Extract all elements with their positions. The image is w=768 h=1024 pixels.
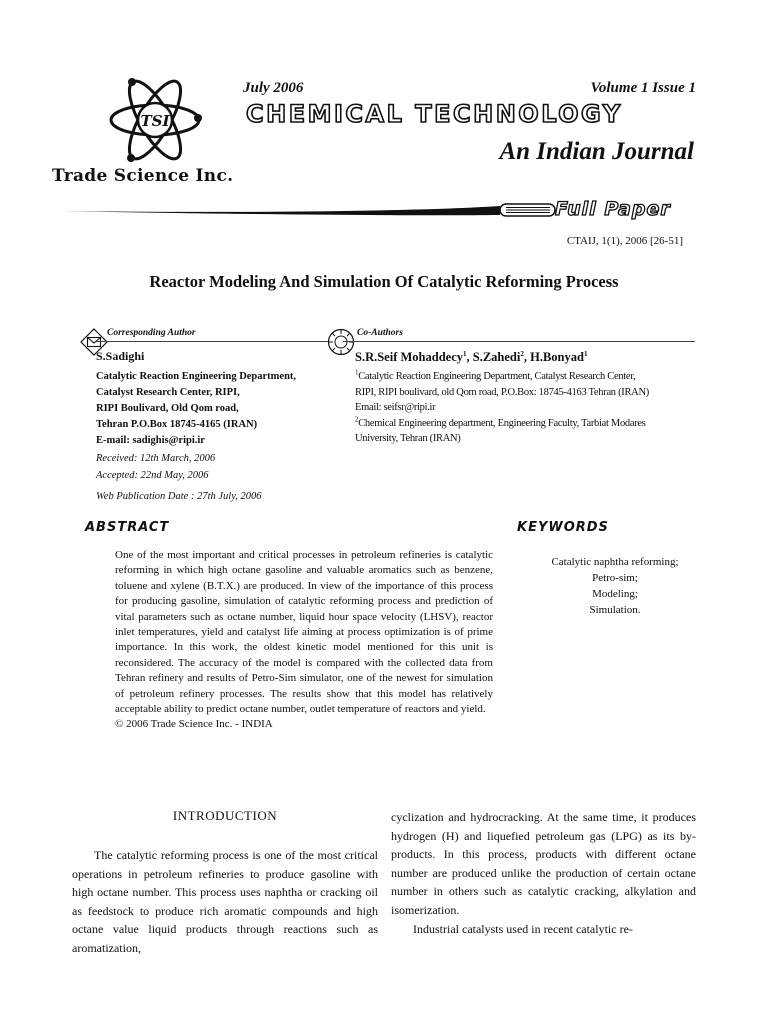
citation: CTAIJ, 1(1), 2006 [26-51] [566,235,683,247]
coauthor-name: H.Bonyad [530,350,584,364]
keyword-item: Petro-sim; [592,572,638,584]
coauthor-affiliation-mark: 1 [463,349,467,358]
paper-title: Reactor Modeling And Simulation Of Catalytic Reforming Process [149,272,619,291]
affiliation-line: Catalyst Research Center, RIPI, [96,387,240,398]
corresponding-email: E-mail: sadighis@ripi.ir [96,435,205,446]
affiliation-line: Catalytic Reaction Engineering Department, Catalyst Research Center, [358,371,636,382]
keyword-item: Simulation. [589,604,641,616]
keyword-item: Modeling; [592,588,638,600]
web-publication-date: Web Publication Date : 27th July, 2006 [96,491,262,502]
corresponding-rule [96,341,328,342]
paragraph: cyclization and hydrocracking. At the same time, it produces hydrogen (H) and liquefied petroleum gas (LPG) as its by-products. In this process, products with different octane number are produced unlike the production of certain octane number in others such as catalytic cracking, alkylation and isomerization. [391,810,696,917]
paper-type-label: Full Paper [555,198,671,220]
coauthor-affiliation-mark: 2 [520,349,524,358]
journal-title: CHEMICAL TECHNOLOGY [246,100,623,128]
affiliation-mark: 1 [355,368,359,377]
coauthor-name: S.R.Seif Mohaddecy [355,350,463,364]
affiliation-line: Catalytic Reaction Engineering Department, [96,371,297,382]
introduction-column-1: The catalytic reforming process is one of the most critical operations in petroleum refineries to produce gasoline with high octane number. This process uses naphtha or cracking oil as feedstock to produce rich aromatic compounds and high octane value liquid products through reactions such as aromatization, [72,848,378,955]
atom-logo-icon [105,70,205,170]
affiliation-line: Tehran P.O.Box 18745-4165 (IRAN) [96,419,258,430]
journal-subtitle: An Indian Journal [499,138,694,165]
coauthor-name: S.Zahedi [472,350,521,364]
affiliation-line: RIPI Boulivard, Old Qom road, [96,403,239,414]
paragraph: Industrial catalysts used in recent catalytic re- [413,921,633,936]
affiliation-mark: 2 [355,415,359,423]
affiliation-line: RIPI, RIPI boulivard, old Qom road, P.O.Box: 18745-4163 Tehran (IRAN) [355,386,649,398]
publisher-name: Trade Science Inc. [52,166,234,186]
keywords-heading: KEYWORDS [517,520,609,535]
affiliation-line: University, Tehran (IRAN) [355,433,461,444]
corresponding-heading: Corresponding Author [107,328,196,338]
corresponding-affiliation [96,369,336,449]
corresponding-name: S.Sadighi [96,349,145,363]
header-swoosh-divider [60,198,560,222]
coauthor-email: Email: seifsr@ripi.ir [355,402,436,413]
volume-issue: Volume 1 Issue 1 [590,80,696,96]
affiliation-line: Chemical Engineering department, Engineering Faculty, Tarbiat Modares [358,417,646,429]
coauthor-names: S.R.Seif Mohaddecy$^1$, S.Zahedi$^2$, H.Bonyad$^1$ [355,349,588,364]
abstract-body [115,548,493,733]
logo-text: TSI [140,112,170,130]
coauthors-icon [327,328,355,356]
publisher-logo [105,70,205,170]
issue-date: July 2006 [243,80,304,96]
introduction-column-2 [391,808,696,938]
received-date: Received: 12th March, 2006 [96,453,216,464]
introduction-heading: INTRODUCTION [172,808,278,823]
abstract-text: One of the most important and critical processes in petroleum refineries is catalytic reforming in which high octane gasoline and valuable aromatics such as benzene, toluene and xylene (B.T.X.) are produced. In view of the importance of this process for producing gasoline, simulation of catalytic reforming process and prediction of vital parameters such as octane number, liquid hour space velocity (LHSV), reactor inlet temperatures, yield and catalyst life aiming at process optimization is of prime importance. In this work, the oldest kinetic model mentioned for this unit is reconsidered. The accuracy of the model is compared with the collected data from Tehran refinery and results of Petro-Sim simulator, one of the newest for simulation of petroleum refinery processes. The results show that this model has relatively acceptable ability to predict octane number, outlet temperature of reactors and yield. [115,549,493,716]
coauthor-affiliations [355,369,705,447]
accepted-date: Accepted: 22nd May, 2006 [96,470,209,481]
keyword-item: Catalytic naphtha reforming; [551,556,679,568]
coauthors-heading: Co-Authors [357,328,403,338]
coauthor-affiliation-mark: 1 [583,349,588,358]
coauthors-rule [343,341,695,342]
keywords-list [530,554,700,618]
copyright: © 2006 Trade Science Inc. - INDIA [115,718,273,731]
abstract-heading: ABSTRACT [85,520,170,535]
